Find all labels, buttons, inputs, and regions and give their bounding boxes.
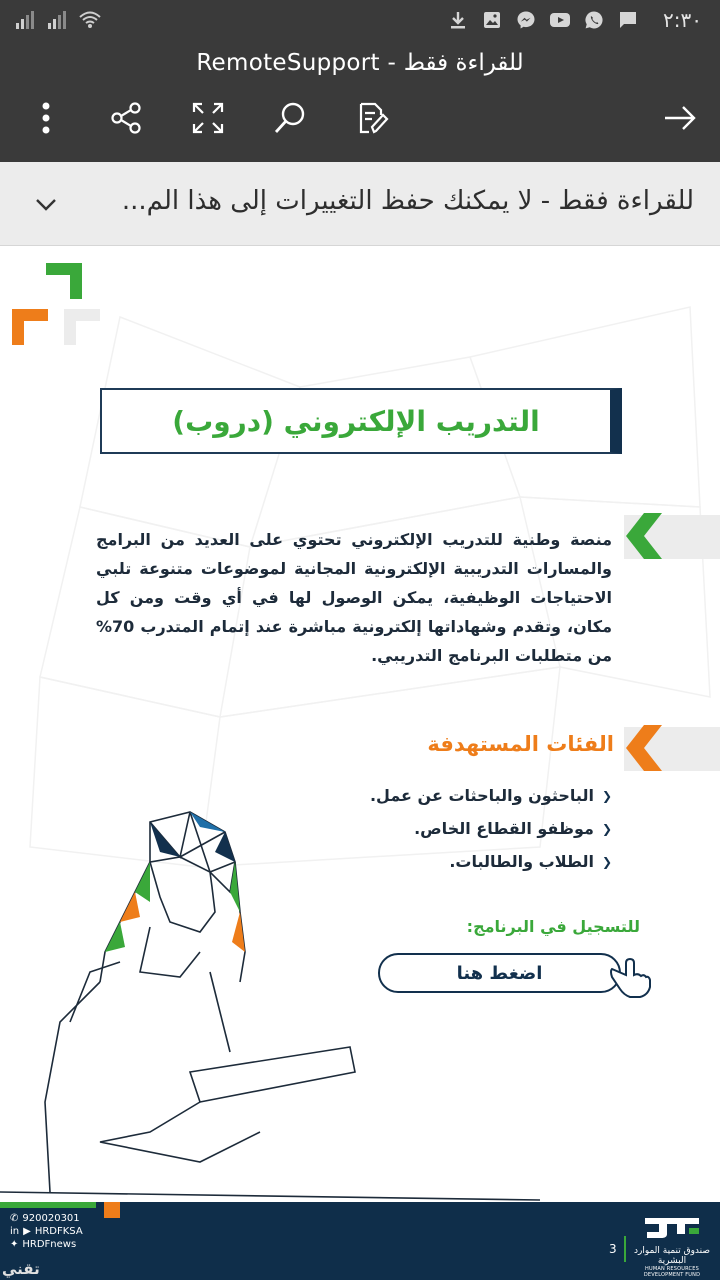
status-left-icons xyxy=(14,8,102,32)
status-right-icons xyxy=(446,8,640,32)
twitter-icon: ✦ xyxy=(10,1239,19,1250)
youtube-icon: ▶ xyxy=(23,1226,31,1237)
fullscreen-icon xyxy=(191,101,225,139)
app-toolbar xyxy=(0,40,720,162)
fullscreen-button[interactable] xyxy=(186,98,230,142)
edit-icon xyxy=(355,101,389,139)
pointing-hand-icon xyxy=(608,955,652,999)
download-icon xyxy=(446,8,470,32)
list-item: ❮ الطلاب والطالبات. xyxy=(449,852,612,871)
whatsapp-icon xyxy=(582,8,606,32)
footer-social-2: ✦ HRDFnews xyxy=(10,1239,77,1250)
footer-divider xyxy=(624,1236,626,1262)
wifi-icon xyxy=(78,8,102,32)
footer-social-1: in ▶ HRDFKSA xyxy=(10,1226,83,1237)
brand-squares-logo xyxy=(12,263,102,347)
register-button-label: اضغط هنا xyxy=(456,962,543,984)
signal-icon xyxy=(14,8,38,32)
page-number: 3 xyxy=(609,1242,617,1256)
list-item: ❮ موظفو القطاع الخاص. xyxy=(414,819,612,838)
forward-button[interactable] xyxy=(658,98,702,142)
forward-arrow-icon xyxy=(663,103,697,137)
messenger-icon xyxy=(514,8,538,32)
youtube-icon xyxy=(548,8,572,32)
status-bar xyxy=(0,0,720,40)
read-only-banner xyxy=(0,162,720,246)
chevron-bullet-icon: ❮ xyxy=(601,821,612,836)
footer-green-stripe xyxy=(0,1202,96,1208)
linkedin-icon: in xyxy=(10,1226,20,1237)
brand-name-arabic: صندوق تنمية الموارد البشرية xyxy=(633,1246,711,1266)
hrdf-logo-mark xyxy=(637,1212,707,1240)
more-icon xyxy=(41,101,51,139)
chevron-bullet-icon: ❮ xyxy=(601,788,612,803)
clock: ٢:٣٠ xyxy=(663,8,702,32)
phone-icon: ✆ xyxy=(10,1213,19,1224)
document-title: RemoteSupport - للقراءة فقط xyxy=(196,50,524,76)
search-button[interactable] xyxy=(268,98,312,142)
footer-orange-square xyxy=(104,1202,120,1218)
intro-paragraph: منصة وطنية للتدريب الإلكتروني تحتوي على العديد من البرامج والمسارات التدريبية الإلكترونية المجانية لموضوعات متنوعة تلبي الاحتياجات الوظيفية، يمكن الوصول لها في أي وقت ومن كل مكان، وتقدم وشهاداتها إلكترونية مباشرة عند إتمام المتدرب 70% من متطلبات البرنامج التدريبي. xyxy=(96,530,612,665)
target-groups-title: الفئات المستهدفة xyxy=(427,732,614,756)
hrdf-logo xyxy=(632,1212,712,1278)
search-icon xyxy=(273,101,307,139)
chat-icon xyxy=(616,8,640,32)
signal-icon xyxy=(46,8,70,32)
orange-chevron-marker xyxy=(624,723,664,773)
section-title: التدريب الإلكتروني (دروب) xyxy=(172,404,540,438)
footer-contacts xyxy=(10,1212,83,1251)
green-chevron-marker xyxy=(624,511,664,561)
chevron-bullet-icon: ❮ xyxy=(601,854,612,869)
footer-phone: ✆ 920020301 xyxy=(10,1213,80,1224)
person-with-laptop-illustration xyxy=(0,802,560,1202)
register-label: للتسجيل في البرنامج: xyxy=(466,917,640,936)
edit-button[interactable] xyxy=(350,98,394,142)
site-watermark-badge: تقني xyxy=(2,1260,40,1278)
read-only-message: للقراءة فقط - لا يمكنك حفظ التغييرات إلى هذا الم... xyxy=(121,186,694,216)
toolbar-actions xyxy=(0,98,720,142)
more-options-button[interactable] xyxy=(24,98,68,142)
section-title-box xyxy=(100,388,622,454)
share-button[interactable] xyxy=(104,98,148,142)
page-footer xyxy=(0,1202,720,1280)
document-page xyxy=(0,247,720,1280)
brand-name-english: HUMAN RESOURCES DEVELOPMENT FUND xyxy=(643,1266,701,1278)
expand-banner-button[interactable] xyxy=(28,188,64,224)
chevron-down-icon xyxy=(35,197,57,216)
image-icon xyxy=(480,8,504,32)
register-button[interactable] xyxy=(378,953,621,993)
share-icon xyxy=(109,101,143,139)
list-item: ❮ الباحثون والباحثات عن عمل. xyxy=(369,786,612,805)
